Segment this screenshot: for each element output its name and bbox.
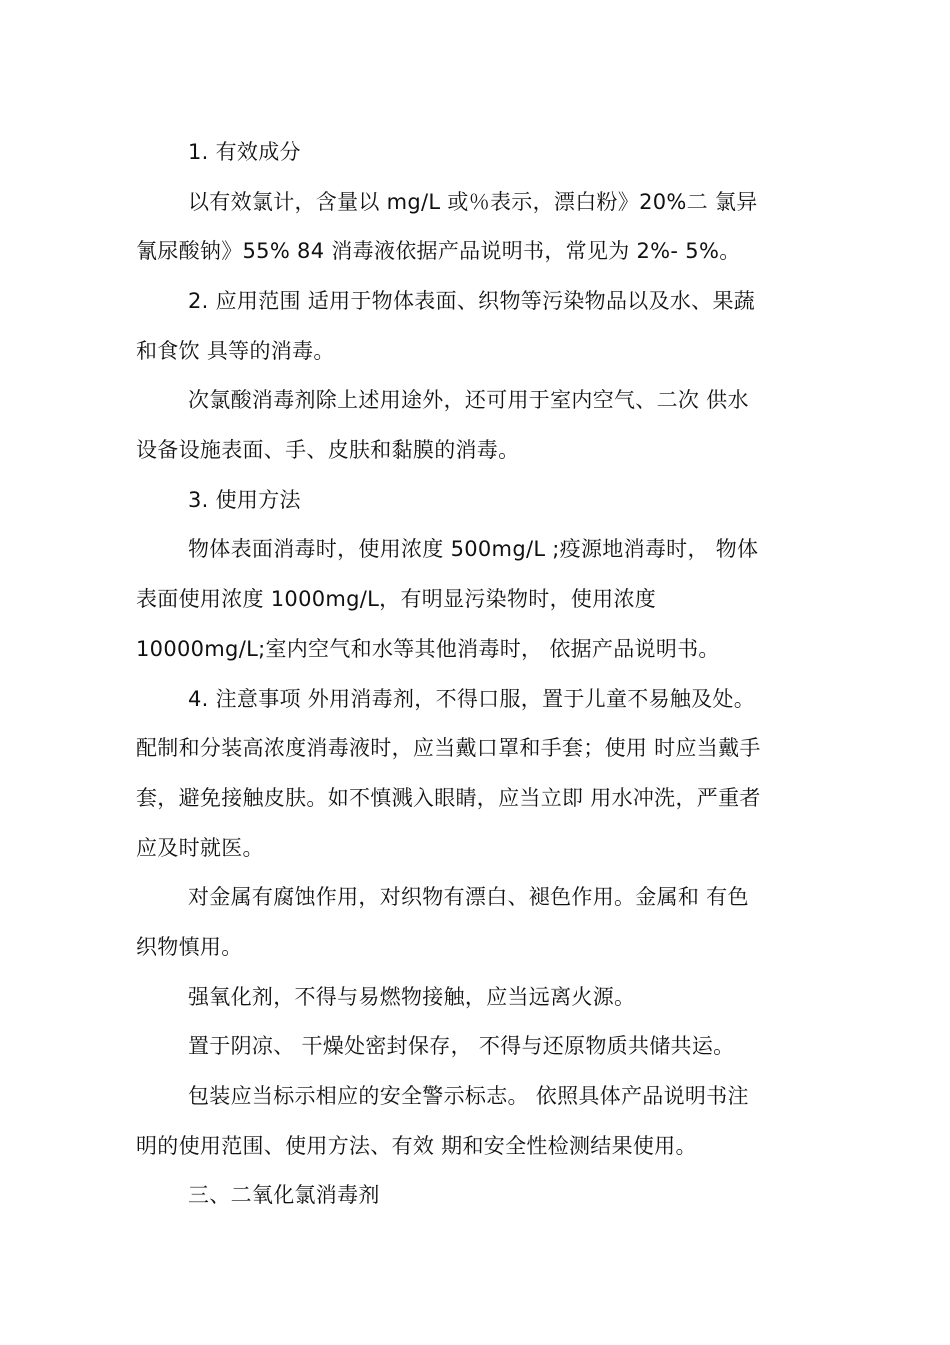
paragraph-line: 织物慎用。	[136, 935, 243, 959]
section-heading-chlorine-dioxide: 三、二氧化氯消毒剂	[188, 1183, 380, 1207]
paragraph-line: 强氧化剂，不得与易燃物接触，应当远离火源。	[188, 985, 636, 1009]
paragraph-line: 套，避免接触皮肤。如不慎溅入眼睛，应当立即 用水冲洗，严重者	[136, 786, 761, 810]
paragraph-line: 配制和分装高浓度消毒液时，应当戴口罩和手套；使用 时应当戴手	[136, 736, 761, 760]
paragraph-line: 包装应当标示相应的安全警示标志。 依照具体产品说明书注	[188, 1084, 749, 1108]
paragraph-line: 和食饮 具等的消毒。	[136, 339, 335, 363]
paragraph-line: 物体表面消毒时，使用浓度 500mg/L ;疫源地消毒时， 物体	[188, 537, 759, 561]
paragraph-line: 2. 应用范围 适用于物体表面、织物等污染物品以及水、果蔬	[188, 289, 756, 313]
paragraph-line: 4. 注意事项 外用消毒剂，不得口服，置于儿童不易触及处。	[188, 687, 756, 711]
heading-usage-method: 3. 使用方法	[188, 488, 301, 512]
paragraph-line: 氰尿酸钠》55% 84 消毒液依据产品说明书，常见为 2%- 5%。	[136, 239, 741, 263]
paragraph-line: 明的使用范围、使用方法、有效 期和安全性检测结果使用。	[136, 1134, 697, 1158]
paragraph-line: 应及时就医。	[136, 836, 264, 860]
paragraph-line: 置于阴凉、 干燥处密封保存， 不得与还原物质共储共运。	[188, 1034, 735, 1058]
paragraph-line: 10000mg/L;室内空气和水等其他消毒时， 依据产品说明书。	[136, 637, 720, 661]
paragraph-line: 次氯酸消毒剂除上述用途外，还可用于室内空气、二次 供水	[188, 388, 749, 412]
paragraph-line: 表面使用浓度 1000mg/L，有明显污染物时，使用浓度	[136, 587, 657, 611]
paragraph-line: 对金属有腐蚀作用，对织物有漂白、褪色作用。金属和 有色	[188, 885, 749, 909]
paragraph-line: 设备设施表面、手、皮肤和黏膜的消毒。	[136, 438, 520, 462]
paragraph-line: 以有效氯计，含量以 mg/L 或％表示，漂白粉》20%二 氯异	[188, 190, 758, 214]
heading-effective-ingredient: 1. 有效成分	[188, 140, 301, 164]
